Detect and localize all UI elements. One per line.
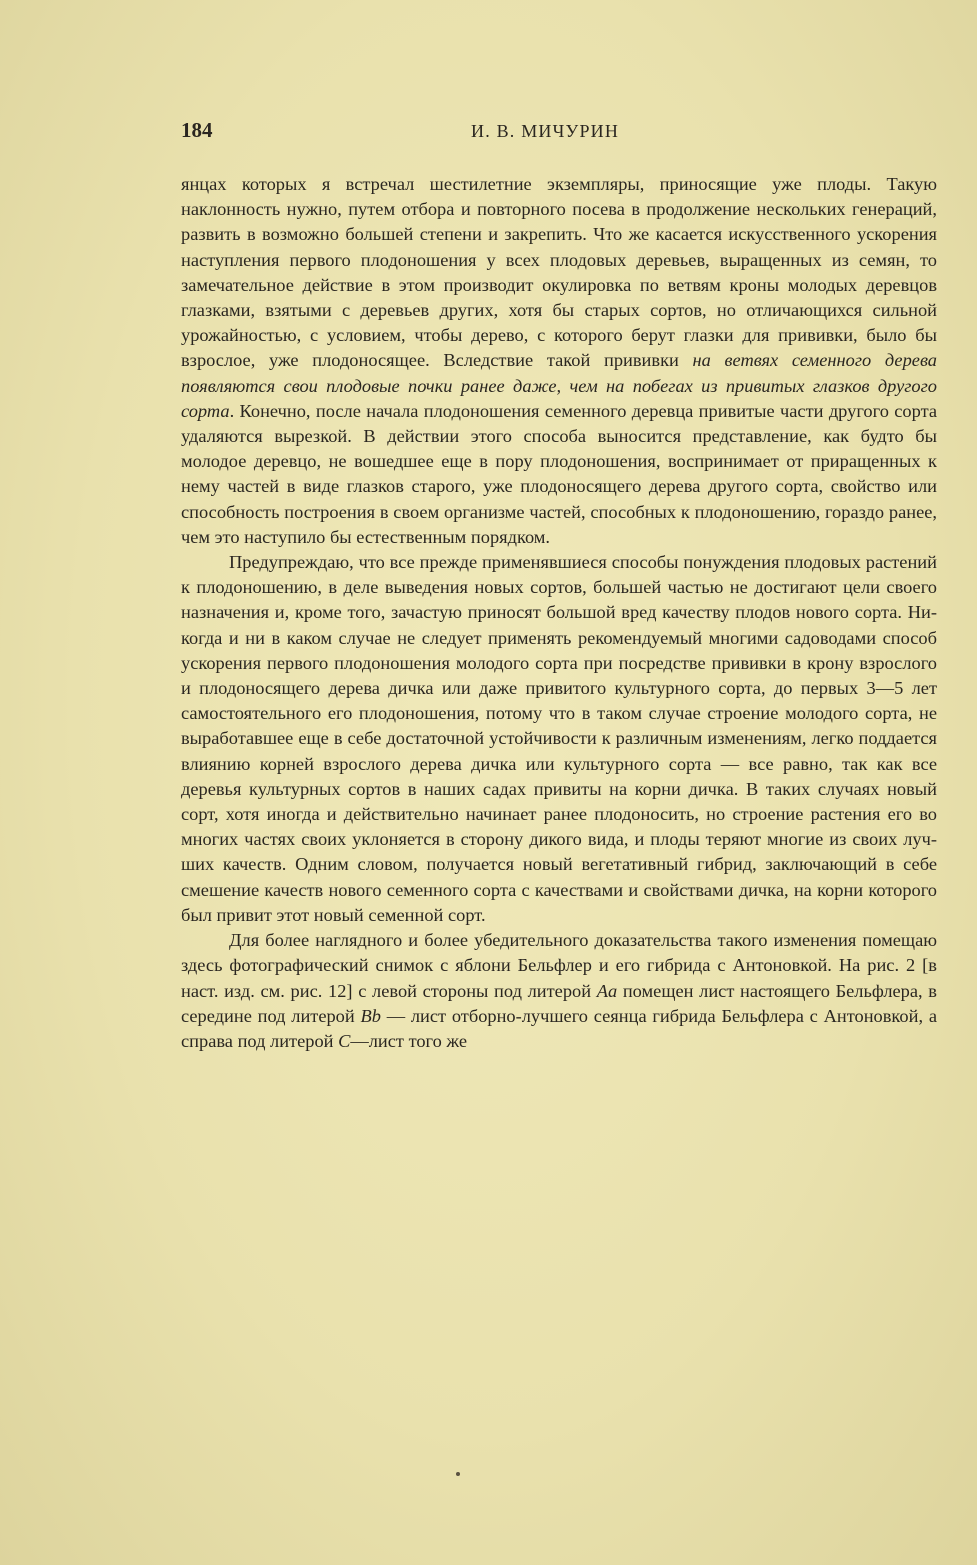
paragraph-1-text-b: . Конечно, после начала плодоношения семенного деревца привитые части другого сорта удаляются вырезкой. В действии этого способа выносится представление, как будто бы молодое деревцо, не вошедшее еще в пору плодоношения, воспринимает от приращенных к нему частей в виде глазков старого, уже плодоносящего дерева другого сорта, свойство или способность построения в своем организме частей, способных к плодоношению, гораздо ранее, чем это наступило бы естественным порядком. [181, 400, 937, 547]
running-head: И. В. МИЧУРИН [471, 121, 620, 141]
page-number: 184 [181, 118, 213, 142]
paragraph-2 [181, 550, 937, 928]
paper-speck-dot [456, 1472, 460, 1476]
paragraph-3-text-c: — лист отборно-лучшего сеянца гибрида Бельфлера с Антоновкой, а справа под литерой [181, 1005, 937, 1051]
paragraph-3 [181, 928, 937, 1054]
paragraph-3-text-b: помещен лист настоящего Бельфлера, в середине под литерой [181, 980, 937, 1026]
paragraph-1-text-a: янцах которых я встречал шестилетние экземпляры, приносящие уже плоды. Такую наклонность нужно, путем отбора и повторного посева в продолжение нескольких генераций, развить в возможно большей степени и закрепить. Что же касается искусственного ускорения наступления первого плодоношения у всех плодовых деревьев, выращенных из семян, то замечательное действие в этом производит окулировка по ветвям кроны молодых деревцов глазками, взятыми с деревьев других, хотя бы старых сортов, но отличающихся сильной урожайностью, с условием, чтобы дерево, с которого берут глазки для прививки, было бы взрослое, уже плодоносящее. Вследствие такой прививки [181, 174, 937, 371]
paragraph-1 [181, 172, 937, 550]
paragraph-3-text-d: —лист того же [350, 1030, 468, 1051]
page-header [181, 118, 937, 150]
letter-bb: Bb [360, 1005, 381, 1026]
paragraph-3-text-a: Для более наглядного и более убедительного доказательства такого изменения помещаю здесь фотографический снимок с яблони Бельфлер и его гибрида с Антоновкой. На рис. 2 [в наст. изд. см. рис. 12] с левой стороны под литерой [181, 930, 937, 1001]
paragraph-1-italic-emphasis: на ветвях семенного дерева появляются свои плодовые почки ранее даже, чем на побегах из привитых глазков другого сорта [181, 350, 937, 421]
letter-aa: Aa [596, 980, 618, 1001]
paragraph-2-text: Предупреждаю, что все прежде применявшиеся способы понуждения плодовых растений к плодоношению, в деле выведения новых сортов, большей частью не достигают цели своего назначения и, кроме того, зачастую приносят большой вред качеству плодов нового сорта. Никогда и ни в каком случае не следует применять рекомендуемый многими садоводами способ ускорения первого плодоношения молодого сорта при посредстве прививки в крону взрослого и плодоносящего дерева дичка или даже привитого культурного сорта, до первых 3—5 лет самостоятельного его плодоношения, потому что в таком случае строение молодого сорта, не выработавшее еще в себе достаточной устойчивости к различным изменениям, легко поддается влиянию корней взрослого дерева дичка или культурного сорта — все равно, так как все деревья культурных сортов в наших садах привиты на корни дичка. В таких случаях новый сорт, хотя иногда и действительно начинает ранее плодоносить, но строение растения его во многих частях своих уклоняется в сторону дикого вида, и плоды теряют многие из своих лучших качеств. Одним словом, получается новый вегетативный гибрид, заключающий в себе смешение качеств нового семенного сорта с качествами и свойствами дичка, на корни которого был привит этот новый семенной сорт. [181, 552, 937, 925]
body-text [181, 172, 937, 1054]
letter-c: C [338, 1030, 351, 1051]
